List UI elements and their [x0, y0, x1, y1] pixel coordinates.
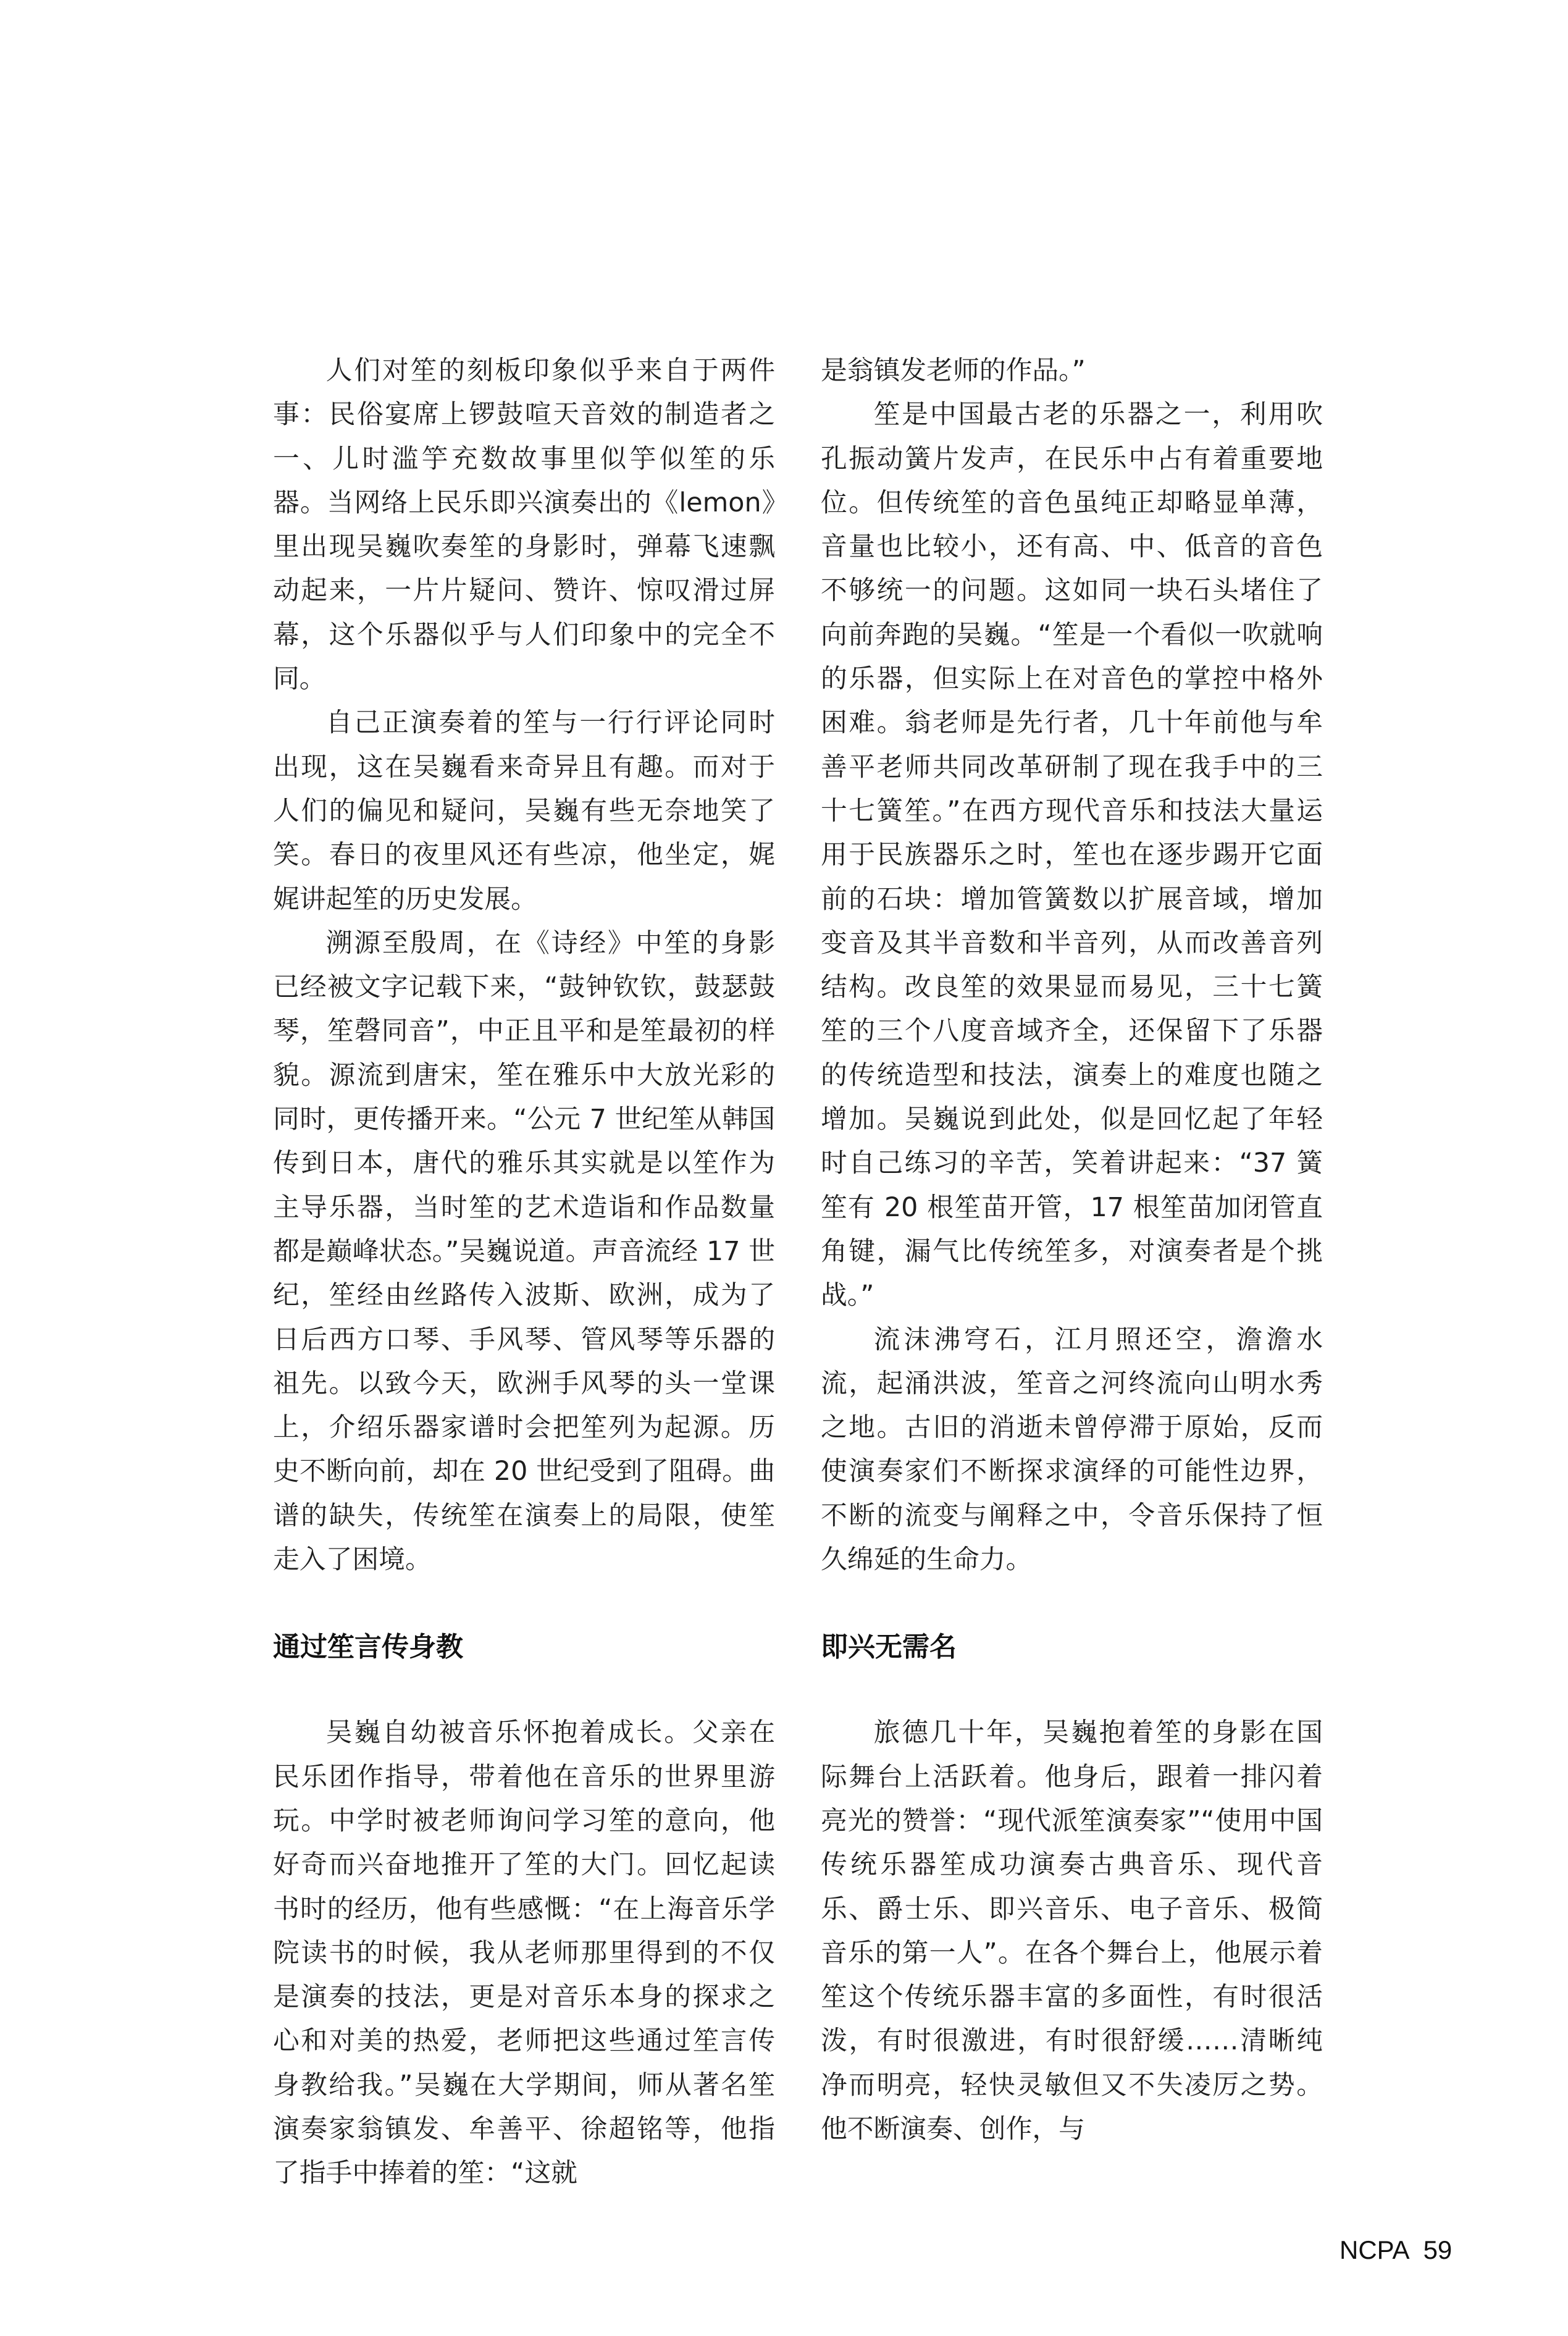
- paragraph: 笙是中国最古老的乐器之一，利用吹孔振动簧片发声，在民乐中占有着重要地位。但传统笙的音色虽纯正却略显单薄，音量也比较小，还有高、中、低音的音色不够统一的问题。这如同一块石头堵住了向前奔跑的吴巍。“笙是一个看似一吹就响的乐器，但实际上在对音色的掌控中格外困难。翁老师是先行者，几十年前他与牟善平老师共同改革研制了现在我手中的三十七簧笙。”在西方现代音乐和技法大量运用于民族器乐之时，笙也在逐步踢开它面前的石块：增加管簧数以扩展音域，增加变音及其半音数和半音列，从而改善音列结构。改良笙的效果显而易见，三十七簧笙的三个八度音域齐全，还保留下了乐器的传统造型和技法，演奏上的难度也随之增加。吴巍说到此处，似是回忆起了年轻时自己练习的辛苦，笑着讲起来：“37 簧笙有 20 根笙苗开管，17 根笙苗加闭管直角键，漏气比传统笙多，对演奏者是个挑战。”: [821, 399, 1323, 1311]
- paragraph: 旅德几十年，吴巍抱着笙的身影在国际舞台上活跃着。他身后，跟着一排闪着亮光的赞誉：“现代派笙演奏家”“使用中国传统乐器笙成功演奏古典音乐、现代音乐、爵士乐、即兴音乐、电子音乐、极简音乐的第一人”。在各个舞台上，他展示着笙这个传统乐器丰富的多面性，有时很活泼，有时很激进，有时很舒缓……清晰纯净而明亮，轻快灵敏但又不失凌厉之势。他不断演奏、创作，与: [821, 1717, 1323, 2145]
- left-column: [273, 349, 775, 2196]
- section-heading: 即兴无需名: [821, 1631, 957, 1663]
- right-column: [821, 349, 1323, 2151]
- paragraph: 自己正演奏着的笙与一行行评论同时出现，这在吴巍看来奇异且有趣。而对于人们的偏见和疑问，吴巍有些无奈地笑了笑。春日的夜里风还有些凉，他坐定，娓娓讲起笙的历史发展。: [273, 707, 775, 915]
- right-column-upper: [821, 349, 1323, 1582]
- paragraph: 流沫沸穹石，江月照还空，澹澹水流，起涌洪波，笙音之河终流向山明水秀之地。古旧的消逝未曾停滞于原始，反而使演奏家们不断探求演绎的可能性边界，不断的流变与阐释之中，令音乐保持了恒久绵延的生命力。: [821, 1324, 1323, 1576]
- left-column-lower: [273, 1711, 775, 2195]
- paragraph: 吴巍自幼被音乐怀抱着成长。父亲在民乐团作指导，带着他在音乐的世界里游玩。中学时被老师询问学习笙的意向，他好奇而兴奋地推开了笙的大门。回忆起读书时的经历，他有些感慨：“在上海音乐学院读书的时候，我从老师那里得到的不仅是演奏的技法，更是对音乐本身的探求之心和对美的热爱，老师把这些通过笙言传身教给我。”吴巍在大学期间，师从著名笙演奏家翁镇发、牟善平、徐超铭等，他指了指手中捧着的笙：“这就: [273, 1717, 775, 2189]
- right-column-lower: [821, 1711, 1323, 2151]
- article-columns: [0, 349, 1568, 2196]
- paragraph-continuation: 是翁镇发老师的作品。”: [821, 355, 1086, 386]
- publication-name: NCPA: [1340, 2235, 1410, 2264]
- page-number: 59: [1423, 2235, 1453, 2264]
- page-footer: [0, 2196, 1568, 2336]
- left-column-upper: [273, 349, 775, 1582]
- paragraph: 溯源至殷周，在《诗经》中笙的身影已经被文字记载下来，“鼓钟钦钦，鼓瑟鼓琴，笙磬同音”，中正且平和是笙最初的样貌。源流到唐宋，笙在雅乐中大放光彩的同时，更传播开来。“公元 7 世纪笙从韩国传到日本，唐代的雅乐其实就是以笙作为主导乐器，当时笙的艺术造诣和作品数量都是巅峰状态。”吴巍说道。声音流经 17 世纪，笙经由丝路传入波斯、欧洲，成为了日后西方口琴、手风琴、管风琴等乐器的祖先。以致今天，欧洲手风琴的头一堂课上，介绍乐器家谱时会把笙列为起源。历史不断向前，却在 20 世纪受到了阻碍。曲谱的缺失，传统笙在演奏上的局限，使笙走入了困境。: [273, 927, 775, 1576]
- section-heading: 通过笙言传身教: [273, 1631, 463, 1663]
- paragraph: 人们对笙的刻板印象似乎来自于两件事：民俗宴席上锣鼓喧天音效的制造者之一、儿时滥竽充数故事里似竽似笙的乐器。当网络上民乐即兴演奏出的《lemon》里出现吴巍吹奏笙的身影时，弹幕飞速飘动起来，一片片疑问、赞许、惊叹滑过屏幕，这个乐器似乎与人们印象中的完全不同。: [273, 355, 775, 695]
